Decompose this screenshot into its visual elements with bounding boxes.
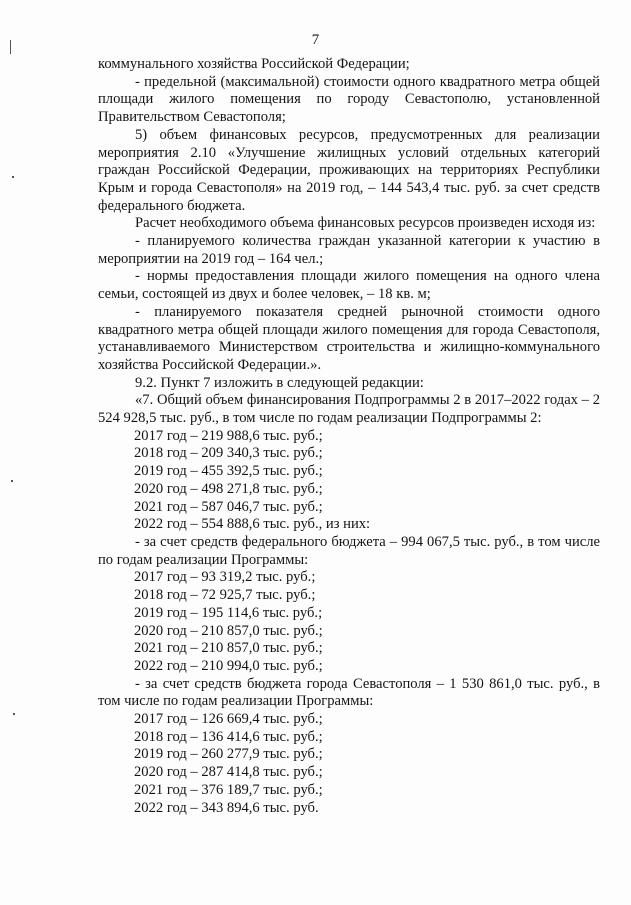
- paragraph: - за счет средств бюджета города Севастополя – 1 530 861,0 тыс. руб., в том числе по годам реализации Программы:: [98, 675, 600, 710]
- paragraph: «7. Общий объем финансирования Подпрограммы 2 в 2017–2022 годах – 2 524 928,5 тыс. руб., в том числе по годам реализации Подпрограммы 2:: [98, 392, 600, 427]
- paragraph: - предельной (максимальной) стоимости одного квадратного метра общей площади жилого помещения по городу Севастополю, установленной Правительством Севастополя;: [98, 73, 600, 126]
- scan-mark: [10, 40, 11, 54]
- scan-mark: [11, 480, 13, 482]
- amount-line: 2020 год – 498 271,8 тыс. руб.;: [134, 480, 323, 497]
- amount-line: 2018 год – 72 925,7 тыс. руб.;: [134, 587, 316, 604]
- paragraph: - нормы предоставления площади жилого помещения на одного члена семьи, состоящей из двух и более человек, – 18 кв. м;: [98, 268, 600, 303]
- paragraph: коммунального хозяйства Российской Федерации;: [98, 56, 410, 72]
- amount-line: 2020 год – 210 857,0 тыс. руб.;: [134, 622, 323, 639]
- paragraph: 5) объем финансовых ресурсов, предусмотренных для реализации мероприятия 2.10 «Улучшение жилищных условий отдельных категорий граждан Российской Федерации, проживающих на территориях Республики Крым и города Севастополя» на 2019 год, – 144 543,4 тыс. руб. за счет средств федерального бюджета.: [98, 126, 600, 214]
- amount-line: 2022 год – 343 894,6 тыс. руб.: [134, 799, 319, 816]
- paragraph: Расчет необходимого объема финансовых ресурсов произведен исходя из:: [135, 215, 596, 232]
- amount-line: 2019 год – 260 277,9 тыс. руб.;: [134, 746, 323, 763]
- scan-mark: [12, 176, 14, 178]
- amount-line: 2019 год – 455 392,5 тыс. руб.;: [134, 463, 323, 480]
- paragraph: - за счет средств федерального бюджета – 994 067,5 тыс. руб., в том числе по годам реализации Программы:: [98, 533, 600, 568]
- page-number: 7: [311, 32, 320, 48]
- amount-line: 2017 год – 93 319,2 тыс. руб.;: [134, 569, 316, 586]
- amount-line: 2022 год – 210 994,0 тыс. руб.;: [134, 657, 323, 674]
- amount-line: 2021 год – 210 857,0 тыс. руб.;: [134, 640, 323, 657]
- scan-mark: [13, 713, 15, 715]
- amount-line: 2017 год – 219 988,6 тыс. руб.;: [134, 427, 323, 444]
- amount-line: 2022 год – 554 888,6 тыс. руб., из них:: [134, 516, 371, 533]
- amount-line: 2021 год – 587 046,7 тыс. руб.;: [134, 498, 323, 515]
- amount-line: 2018 год – 209 340,3 тыс. руб.;: [134, 445, 323, 462]
- paragraph: - планируемого показателя средней рыночной стоимости одного квадратного метра общей площади жилого помещения для города Севастополя, устанавливаемого Министерством строительства и жилищно-коммунального хозяйства Российской Федерации.».: [98, 303, 600, 373]
- amount-line: 2019 год – 195 114,6 тыс. руб.;: [134, 604, 323, 621]
- amount-line: 2017 год – 126 669,4 тыс. руб.;: [134, 711, 323, 728]
- amount-line: 2020 год – 287 414,8 тыс. руб.;: [134, 764, 323, 781]
- amount-line: 2018 год – 136 414,6 тыс. руб.;: [134, 728, 323, 745]
- amount-line: 2021 год – 376 189,7 тыс. руб.;: [134, 781, 323, 798]
- document-body: [98, 56, 600, 817]
- paragraph: - планируемого количества граждан указанной категории к участию в мероприятии на 2019 год – 164 чел.;: [98, 233, 600, 267]
- paragraph: 9.2. Пункт 7 изложить в следующей редакции:: [135, 374, 424, 391]
